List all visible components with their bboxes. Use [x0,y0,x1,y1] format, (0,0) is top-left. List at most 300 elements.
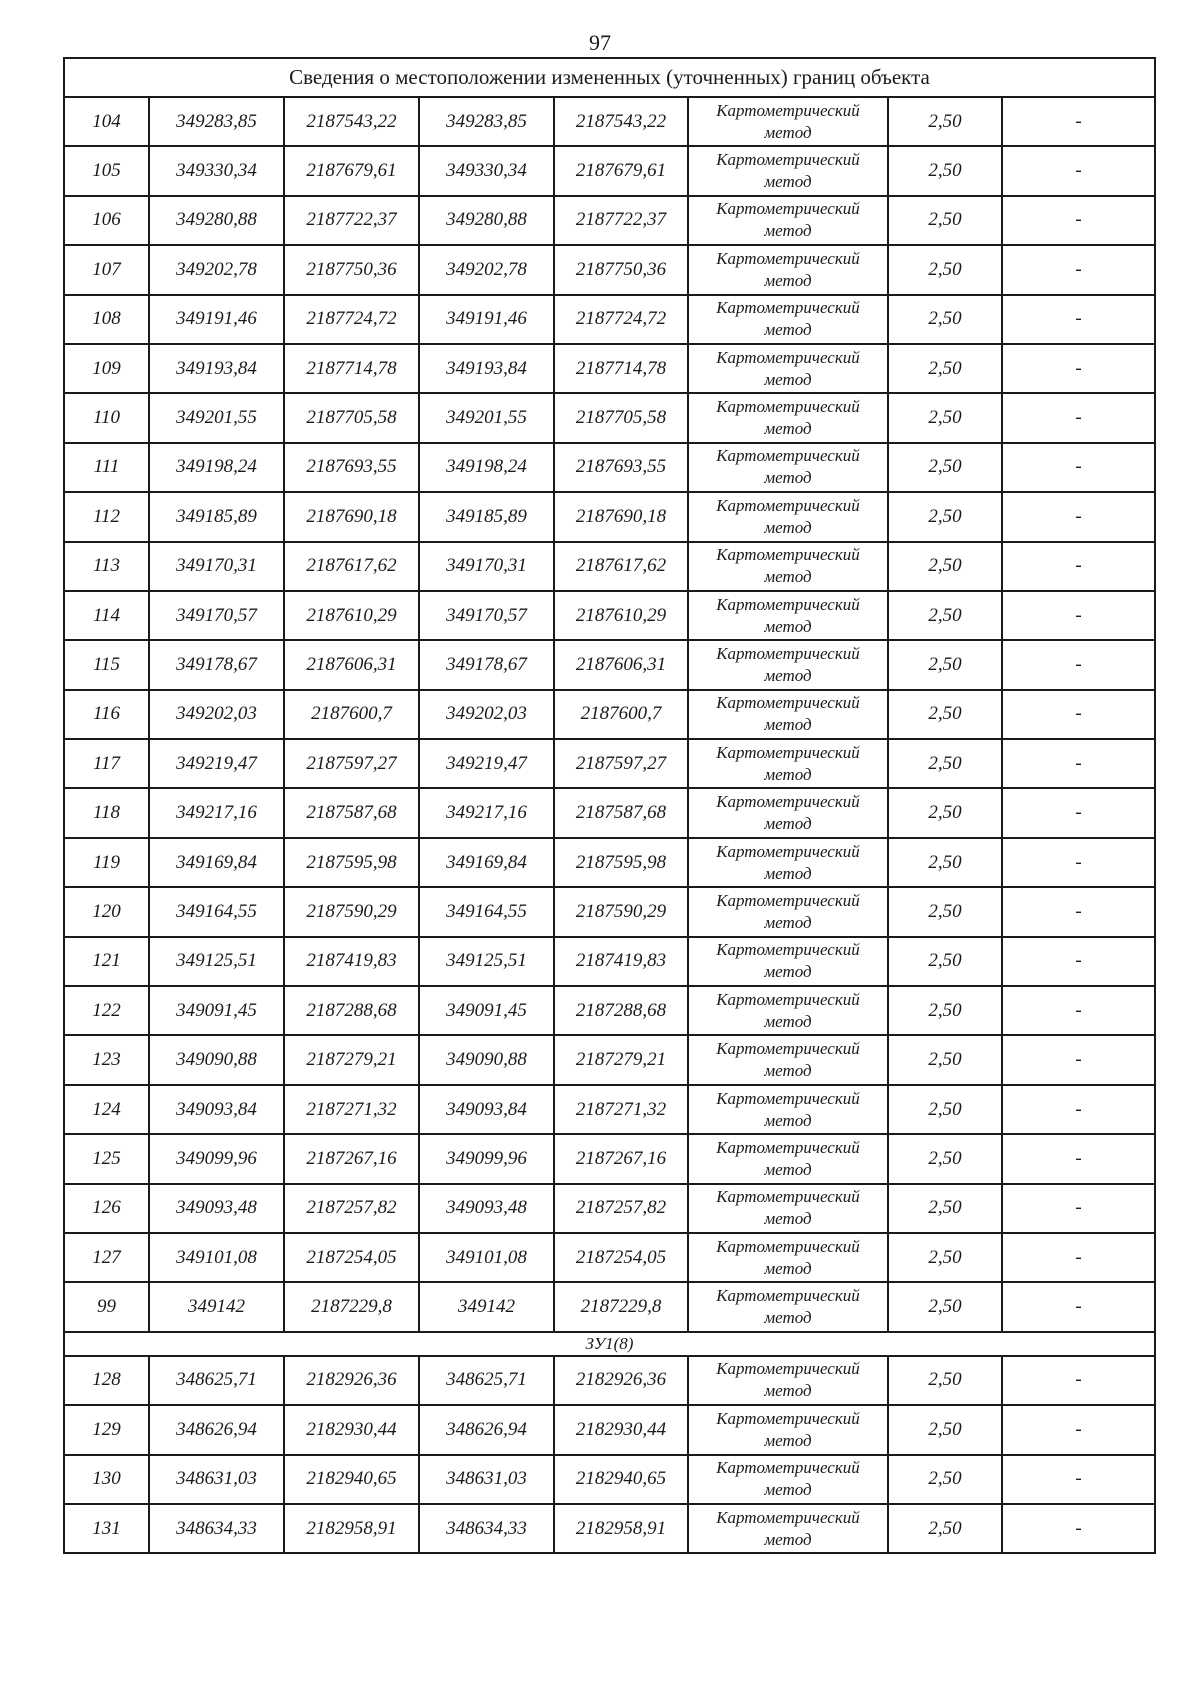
method-line-1: Картометрический [716,1408,860,1428]
existing-y-cell: 2187597,27 [284,739,419,788]
method-line-1: Картометрический [716,100,860,120]
existing-y-cell: 2187587,68 [284,788,419,837]
method-line-1: Картометрический [716,1187,860,1207]
refined-y-cell: 2187279,21 [554,1035,688,1084]
refined-y-cell: 2182926,36 [554,1356,688,1405]
refined-x-cell: 349093,84 [419,1085,554,1134]
method-line-1: Картометрический [716,841,860,861]
existing-x-cell: 349101,08 [149,1233,284,1282]
refined-x-cell: 348625,71 [419,1356,554,1405]
refined-x-cell: 349091,45 [419,986,554,1035]
boundary-coordinates-table [63,57,1156,1554]
refined-y-cell: 2187600,7 [554,690,688,739]
refined-y-cell: 2182958,91 [554,1504,688,1553]
description-cell: - [1002,1504,1155,1553]
method-line-1: Картометрический [716,1088,860,1108]
existing-x-cell: 349093,48 [149,1184,284,1233]
existing-x-cell: 348634,33 [149,1504,284,1553]
existing-y-cell: 2187679,61 [284,146,419,195]
refined-x-cell: 349330,34 [419,146,554,195]
method-line-2: метод [764,517,812,537]
refined-y-cell: 2187679,61 [554,146,688,195]
method-line-2: метод [764,1159,812,1179]
existing-x-cell: 349099,96 [149,1134,284,1183]
point-number-cell: 117 [64,739,149,788]
method-line-1: Картометрический [716,1458,860,1478]
method-line-1: Картометрический [716,298,860,318]
method-line-2: метод [764,1308,812,1328]
method-line-2: метод [764,1381,812,1401]
accuracy-cell: 2,50 [888,739,1002,788]
table-row [64,295,1155,344]
accuracy-cell: 2,50 [888,1356,1002,1405]
section-row [64,1332,1155,1356]
table-row [64,690,1155,739]
description-cell: - [1002,492,1155,541]
method-line-2: метод [764,1258,812,1278]
table-row [64,344,1155,393]
point-number-cell: 121 [64,937,149,986]
method-cell [688,1282,888,1331]
existing-x-cell: 349330,34 [149,146,284,195]
description-cell: - [1002,245,1155,294]
refined-y-cell: 2187690,18 [554,492,688,541]
existing-y-cell: 2187610,29 [284,591,419,640]
refined-y-cell: 2187610,29 [554,591,688,640]
method-cell [688,1405,888,1454]
method-cell [688,1035,888,1084]
table-row [64,1504,1155,1553]
existing-y-cell: 2187714,78 [284,344,419,393]
description-cell: - [1002,591,1155,640]
refined-x-cell: 349099,96 [419,1134,554,1183]
existing-y-cell: 2187271,32 [284,1085,419,1134]
method-line-1: Картометрический [716,248,860,268]
method-line-2: метод [764,962,812,982]
method-cell [688,443,888,492]
refined-y-cell: 2187705,58 [554,393,688,442]
description-cell: - [1002,1184,1155,1233]
description-cell: - [1002,986,1155,1035]
point-number-cell: 112 [64,492,149,541]
refined-y-cell: 2187254,05 [554,1233,688,1282]
refined-x-cell: 349170,31 [419,542,554,591]
description-cell: - [1002,196,1155,245]
point-number-cell: 118 [64,788,149,837]
point-number-cell: 126 [64,1184,149,1233]
method-line-1: Картометрический [716,1359,860,1379]
method-line-2: метод [764,221,812,241]
existing-x-cell: 349202,03 [149,690,284,739]
existing-y-cell: 2187543,22 [284,97,419,146]
method-cell [688,1134,888,1183]
existing-x-cell: 349193,84 [149,344,284,393]
method-cell [688,640,888,689]
method-cell [688,591,888,640]
refined-y-cell: 2187543,22 [554,97,688,146]
existing-y-cell: 2187279,21 [284,1035,419,1084]
point-number-cell: 99 [64,1282,149,1331]
description-cell: - [1002,97,1155,146]
existing-x-cell: 349178,67 [149,640,284,689]
method-cell [688,245,888,294]
section-label: ЗУ1(8) [64,1332,1155,1356]
table-row [64,146,1155,195]
refined-y-cell: 2187595,98 [554,838,688,887]
refined-x-cell: 349198,24 [419,443,554,492]
method-line-2: метод [764,419,812,439]
table-row [64,788,1155,837]
method-line-2: метод [764,616,812,636]
existing-y-cell: 2187257,82 [284,1184,419,1233]
existing-x-cell: 349142 [149,1282,284,1331]
method-line-1: Картометрический [716,1236,860,1256]
method-line-1: Картометрический [716,1137,860,1157]
description-cell: - [1002,146,1155,195]
accuracy-cell: 2,50 [888,443,1002,492]
refined-x-cell: 349170,57 [419,591,554,640]
refined-x-cell: 349202,78 [419,245,554,294]
description-cell: - [1002,1233,1155,1282]
table-row [64,196,1155,245]
refined-x-cell: 349164,55 [419,887,554,936]
page-number: 97 [589,30,611,55]
table-row [64,1035,1155,1084]
point-number-cell: 128 [64,1356,149,1405]
method-line-1: Картометрический [716,495,860,515]
method-cell [688,1455,888,1504]
refined-x-cell: 348631,03 [419,1455,554,1504]
refined-y-cell: 2187257,82 [554,1184,688,1233]
method-line-1: Картометрический [716,446,860,466]
existing-x-cell: 349170,31 [149,542,284,591]
method-line-2: метод [764,320,812,340]
table-row [64,887,1155,936]
refined-y-cell: 2187590,29 [554,887,688,936]
existing-y-cell: 2187267,16 [284,1134,419,1183]
existing-y-cell: 2182926,36 [284,1356,419,1405]
method-line-1: Картометрический [716,643,860,663]
table-row [64,393,1155,442]
point-number-cell: 115 [64,640,149,689]
refined-x-cell: 349219,47 [419,739,554,788]
method-line-1: Картометрический [716,594,860,614]
existing-x-cell: 348625,71 [149,1356,284,1405]
description-cell: - [1002,887,1155,936]
method-cell [688,1085,888,1134]
refined-x-cell: 349090,88 [419,1035,554,1084]
method-line-1: Картометрический [716,1507,860,1527]
accuracy-cell: 2,50 [888,1455,1002,1504]
method-cell [688,344,888,393]
method-cell [688,887,888,936]
refined-x-cell: 349142 [419,1282,554,1331]
method-line-1: Картометрический [716,742,860,762]
description-cell: - [1002,1134,1155,1183]
method-line-2: метод [764,567,812,587]
table-row [64,986,1155,1035]
existing-y-cell: 2187595,98 [284,838,419,887]
point-number-cell: 130 [64,1455,149,1504]
refined-x-cell: 349201,55 [419,393,554,442]
refined-x-cell: 349169,84 [419,838,554,887]
table-body [64,58,1155,1553]
refined-x-cell: 349185,89 [419,492,554,541]
existing-y-cell: 2187690,18 [284,492,419,541]
description-cell: - [1002,344,1155,393]
existing-x-cell: 349090,88 [149,1035,284,1084]
table-row [64,937,1155,986]
description-cell: - [1002,1405,1155,1454]
accuracy-cell: 2,50 [888,591,1002,640]
existing-x-cell: 349185,89 [149,492,284,541]
existing-y-cell: 2187750,36 [284,245,419,294]
method-line-2: метод [764,1011,812,1031]
point-number-cell: 125 [64,1134,149,1183]
point-number-cell: 104 [64,97,149,146]
method-line-2: метод [764,369,812,389]
table-row [64,1233,1155,1282]
existing-y-cell: 2187419,83 [284,937,419,986]
description-cell: - [1002,937,1155,986]
existing-x-cell: 349191,46 [149,295,284,344]
description-cell: - [1002,1282,1155,1331]
point-number-cell: 106 [64,196,149,245]
refined-y-cell: 2187271,32 [554,1085,688,1134]
existing-y-cell: 2187600,7 [284,690,419,739]
accuracy-cell: 2,50 [888,1085,1002,1134]
point-number-cell: 119 [64,838,149,887]
existing-x-cell: 349202,78 [149,245,284,294]
table-row [64,640,1155,689]
refined-y-cell: 2182940,65 [554,1455,688,1504]
table-row [64,1085,1155,1134]
description-cell: - [1002,295,1155,344]
existing-y-cell: 2187722,37 [284,196,419,245]
description-cell: - [1002,443,1155,492]
refined-y-cell: 2187617,62 [554,542,688,591]
existing-x-cell: 349201,55 [149,393,284,442]
method-line-2: метод [764,1110,812,1130]
existing-y-cell: 2182930,44 [284,1405,419,1454]
accuracy-cell: 2,50 [888,788,1002,837]
method-cell [688,1504,888,1553]
accuracy-cell: 2,50 [888,1504,1002,1553]
accuracy-cell: 2,50 [888,393,1002,442]
refined-x-cell: 349193,84 [419,344,554,393]
description-cell: - [1002,393,1155,442]
method-line-2: метод [764,172,812,192]
existing-y-cell: 2182958,91 [284,1504,419,1553]
refined-y-cell: 2187229,8 [554,1282,688,1331]
existing-x-cell: 349093,84 [149,1085,284,1134]
accuracy-cell: 2,50 [888,295,1002,344]
method-line-1: Картометрический [716,693,860,713]
method-cell [688,146,888,195]
refined-x-cell: 349283,85 [419,97,554,146]
method-line-2: метод [764,1061,812,1081]
point-number-cell: 127 [64,1233,149,1282]
existing-x-cell: 349169,84 [149,838,284,887]
existing-y-cell: 2187606,31 [284,640,419,689]
description-cell: - [1002,1035,1155,1084]
description-cell: - [1002,640,1155,689]
accuracy-cell: 2,50 [888,344,1002,393]
point-number-cell: 107 [64,245,149,294]
table-row [64,443,1155,492]
refined-y-cell: 2187587,68 [554,788,688,837]
accuracy-cell: 2,50 [888,1282,1002,1331]
table-row [64,492,1155,541]
existing-x-cell: 349164,55 [149,887,284,936]
existing-x-cell: 348631,03 [149,1455,284,1504]
accuracy-cell: 2,50 [888,640,1002,689]
refined-x-cell: 349217,16 [419,788,554,837]
existing-y-cell: 2187229,8 [284,1282,419,1331]
refined-x-cell: 349125,51 [419,937,554,986]
refined-y-cell: 2187597,27 [554,739,688,788]
method-line-1: Картометрический [716,1286,860,1306]
method-line-1: Картометрический [716,545,860,565]
existing-y-cell: 2187617,62 [284,542,419,591]
point-number-cell: 120 [64,887,149,936]
method-line-2: метод [764,863,812,883]
table-row [64,1405,1155,1454]
method-cell [688,1356,888,1405]
table-row [64,1282,1155,1331]
method-cell [688,196,888,245]
accuracy-cell: 2,50 [888,146,1002,195]
method-cell [688,1233,888,1282]
method-cell [688,295,888,344]
point-number-cell: 113 [64,542,149,591]
point-number-cell: 111 [64,443,149,492]
table-row [64,591,1155,640]
method-cell [688,986,888,1035]
existing-x-cell: 349125,51 [149,937,284,986]
refined-y-cell: 2187606,31 [554,640,688,689]
accuracy-cell: 2,50 [888,1035,1002,1084]
existing-y-cell: 2187590,29 [284,887,419,936]
method-line-2: метод [764,1209,812,1229]
point-number-cell: 114 [64,591,149,640]
point-number-cell: 109 [64,344,149,393]
method-line-1: Картометрический [716,890,860,910]
method-line-2: метод [764,912,812,932]
refined-x-cell: 349101,08 [419,1233,554,1282]
method-line-1: Картометрический [716,199,860,219]
existing-y-cell: 2187724,72 [284,295,419,344]
refined-y-cell: 2187750,36 [554,245,688,294]
refined-y-cell: 2187722,37 [554,196,688,245]
refined-x-cell: 349191,46 [419,295,554,344]
accuracy-cell: 2,50 [888,1405,1002,1454]
accuracy-cell: 2,50 [888,1233,1002,1282]
table-title-row [64,58,1155,97]
accuracy-cell: 2,50 [888,245,1002,294]
method-cell [688,838,888,887]
refined-x-cell: 349178,67 [419,640,554,689]
point-number-cell: 105 [64,146,149,195]
point-number-cell: 123 [64,1035,149,1084]
refined-x-cell: 349093,48 [419,1184,554,1233]
method-cell [688,690,888,739]
description-cell: - [1002,1455,1155,1504]
refined-y-cell: 2187724,72 [554,295,688,344]
table-row [64,1184,1155,1233]
table-row [64,542,1155,591]
method-line-1: Картометрический [716,989,860,1009]
point-number-cell: 116 [64,690,149,739]
refined-y-cell: 2187288,68 [554,986,688,1035]
method-line-2: метод [764,715,812,735]
method-cell [688,1184,888,1233]
existing-x-cell: 349219,47 [149,739,284,788]
description-cell: - [1002,1085,1155,1134]
method-line-2: метод [764,814,812,834]
method-line-1: Картометрический [716,150,860,170]
existing-y-cell: 2187705,58 [284,393,419,442]
refined-y-cell: 2187267,16 [554,1134,688,1183]
method-line-1: Картометрический [716,397,860,417]
description-cell: - [1002,1356,1155,1405]
refined-x-cell: 348634,33 [419,1504,554,1553]
table-row [64,97,1155,146]
accuracy-cell: 2,50 [888,196,1002,245]
method-line-2: метод [764,122,812,142]
method-cell [688,542,888,591]
method-line-2: метод [764,1529,812,1549]
method-cell [688,492,888,541]
table-row [64,739,1155,788]
accuracy-cell: 2,50 [888,887,1002,936]
description-cell: - [1002,739,1155,788]
accuracy-cell: 2,50 [888,937,1002,986]
point-number-cell: 108 [64,295,149,344]
accuracy-cell: 2,50 [888,838,1002,887]
method-line-2: метод [764,270,812,290]
point-number-cell: 131 [64,1504,149,1553]
point-number-cell: 124 [64,1085,149,1134]
table-row [64,838,1155,887]
refined-x-cell: 349280,88 [419,196,554,245]
refined-y-cell: 2182930,44 [554,1405,688,1454]
refined-y-cell: 2187693,55 [554,443,688,492]
existing-x-cell: 349170,57 [149,591,284,640]
method-cell [688,788,888,837]
point-number-cell: 110 [64,393,149,442]
table-row [64,1134,1155,1183]
point-number-cell: 129 [64,1405,149,1454]
description-cell: - [1002,690,1155,739]
method-line-2: метод [764,468,812,488]
method-line-2: метод [764,1480,812,1500]
method-cell [688,937,888,986]
existing-y-cell: 2182940,65 [284,1455,419,1504]
method-line-2: метод [764,764,812,784]
table-row [64,1356,1155,1405]
refined-y-cell: 2187714,78 [554,344,688,393]
method-cell [688,739,888,788]
refined-x-cell: 348626,94 [419,1405,554,1454]
accuracy-cell: 2,50 [888,690,1002,739]
existing-y-cell: 2187288,68 [284,986,419,1035]
existing-x-cell: 349217,16 [149,788,284,837]
table-title: Сведения о местоположении измененных (уточненных) границ объекта [64,58,1155,97]
existing-x-cell: 349280,88 [149,196,284,245]
accuracy-cell: 2,50 [888,986,1002,1035]
accuracy-cell: 2,50 [888,542,1002,591]
